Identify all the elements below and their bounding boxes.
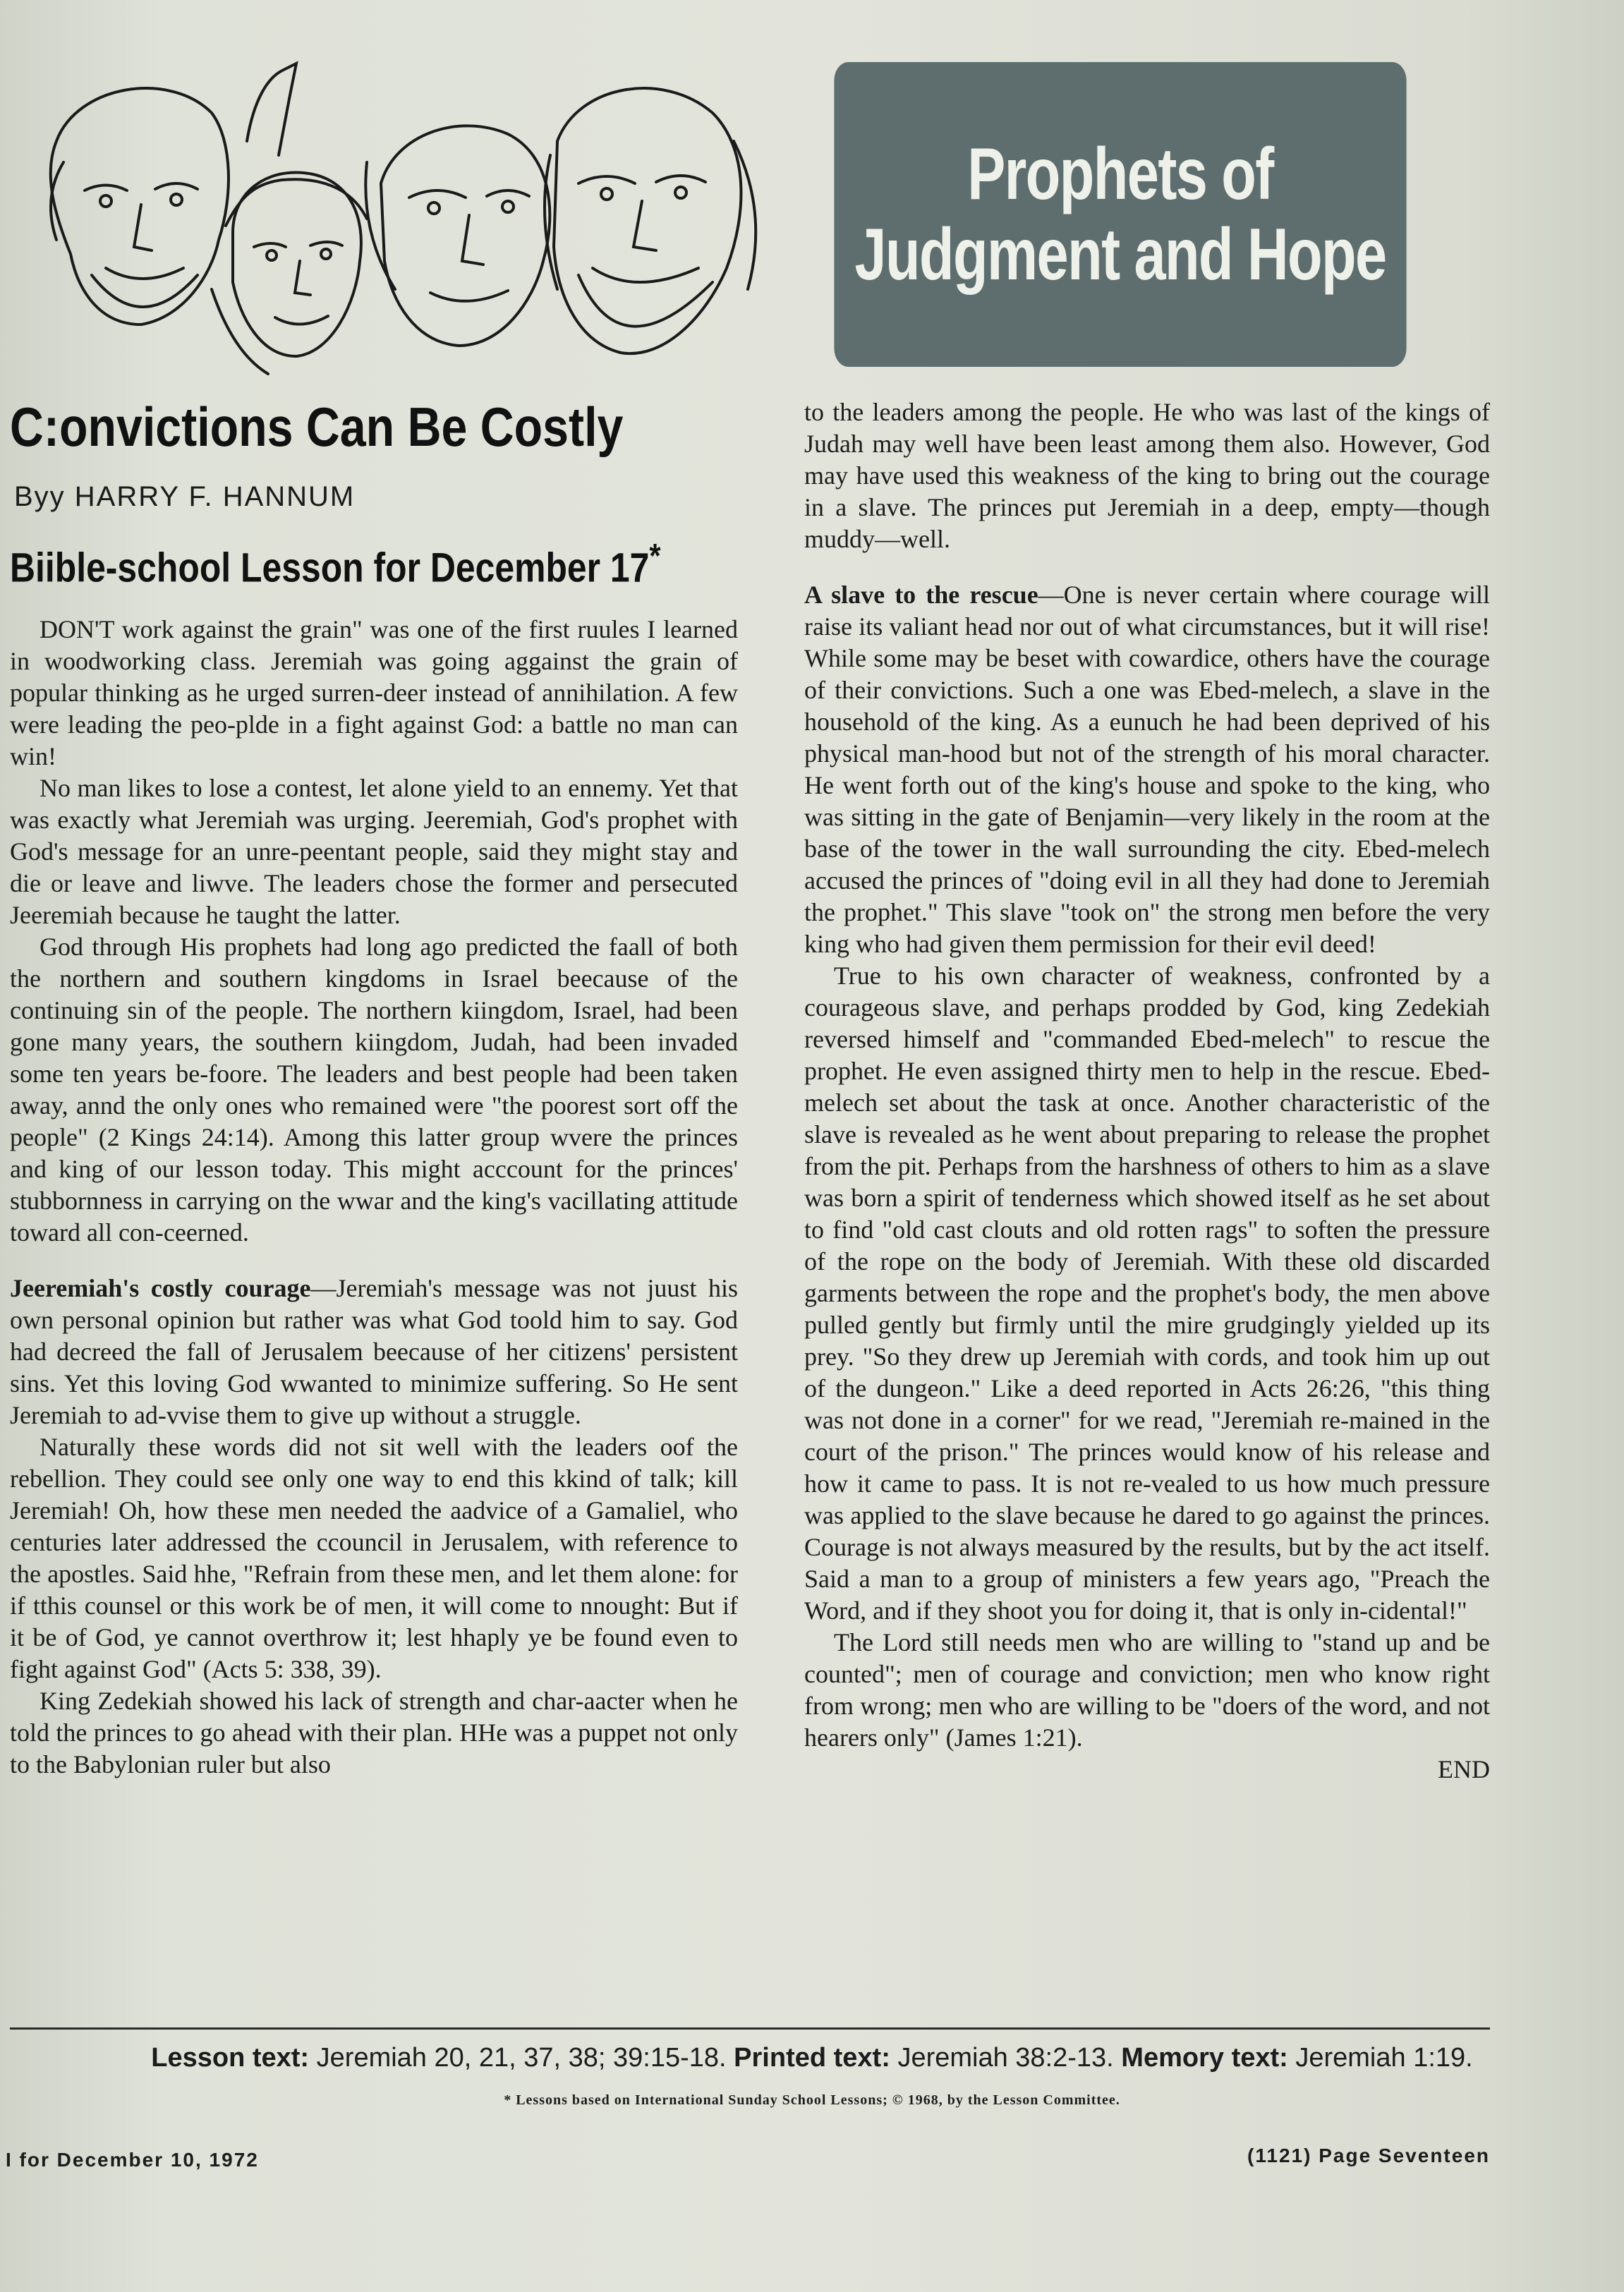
divider-rule — [10, 2027, 1490, 2030]
series-banner — [834, 62, 1406, 367]
end-mark: END — [1438, 1755, 1490, 1783]
right-column — [804, 396, 1490, 1785]
byline: Byy HARRY F. HANNUM — [14, 481, 356, 512]
section-paragraph — [10, 1273, 738, 1431]
banner-line-1: Prophets of — [967, 133, 1273, 215]
copyright-footnote: * Lessons based on International Sunday School Lessons; © 1968, by the Lesson Committee. — [504, 2092, 1120, 2108]
issue-date: I for December 10, 1972 — [6, 2149, 259, 2171]
paragraph: to the leaders among the people. He who was last of the kings of Judah may well have been least among them also. However, God may have used this weakness of the king to bring out the courage in a slave. The princes put Jeremiah in a deep, empty—though muddy—well. — [804, 398, 1490, 553]
paragraph: The Lord still needs men who are willing to "stand up and be counted"; men of courage and conviction; men who know right from wrong; men who are willing to be "doers of the word, and not hearers only" (James 1:21). — [804, 1628, 1490, 1752]
paragraph: Naturally these words did not sit well with the leaders oof the rebellion. They could see only one way to end this kkind of talk; kill Jeremiah! Oh, how these men needed the aadvice of a Gamaliel, who centuries later addressed the ccouncil in Jerusalem, with reference to the apostles. Said hhe, "Refrain from these men, and let them alone: for if tthis counsel or this work be of men, it will come to nnought: But if it be of God, ye cannot overthrow it; lest hhaply ye be found even to fight against God" (Acts 5: 338, 39). — [10, 1433, 738, 1683]
prophets-illustration — [0, 56, 783, 381]
left-column — [10, 614, 738, 1781]
printed-text-label: Printed text: — [734, 2043, 890, 2073]
paragraph: No man likes to lose a contest, let alone yield to an ennemy. Yet that was exactly what Jeremiah was urging. Jeeremiah, God's prophet with God's message for an unre-peentant people, said they might stay and die or leave and liwve. The leaders chose the former and persecuted Jeeremiah because he taught the latter. — [10, 774, 738, 929]
paragraph-text: —Jeremiah's message was not juust his own personal opinion but rather was what God toold him to say. God had decreed the fall of Jerusalem beecause of her citizens' persistent sins. Yet this loving God wwanted to minimize suffering. So He sent Jeremiah to ad-vvise them to give up without a struggle. — [10, 1274, 738, 1429]
face-left — [51, 88, 229, 325]
section-paragraph — [804, 579, 1490, 960]
memory-text-label: Memory text: — [1121, 2043, 1288, 2073]
paragraph: True to his own character of weakness, confronted by a courageous slave, and perhaps prodded by God, king Zedekiah reversed himself and "commanded Ebed-melech" to rescue the prophet. He even assigned thirty men to help in the rescue. Ebed-melech set about the task at once. Another characteristic of the slave is revealed as he went about preparing to release the prophet from the pit. Perhaps from the harshness of others to him as a slave was born a spirit of tenderness which showed itself as he set about to find "old cast clouts and old rotten rags" to soften the pressure of the rope on the body of Jeremiah. With these old discarded garments between the rope and the prophet's body, the men above pulled gently but firmly until the mire grudgingly yielded up its prey. "So they drew up Jeremiah with cords, and took him up out of the dungeon." Like a deed reported in Acts 26:26, "this thing was not done in a corner" for we read, "Jeremiah re-mained in the court of the prison." The princes would know of his release and how it came to pass. It is not re-vealed to us how much pressure was applied to the slave because he dared to go against the princes. Courage is not always measured by the results, but by the act itself. Said a man to a group of ministers a few years ago, "Preach the Word, and if they shoot you for doing it, that is only in-cidental!" — [804, 962, 1490, 1625]
lesson-heading — [10, 537, 661, 591]
subheading: A slave to the rescue — [804, 581, 1038, 609]
printed-text-value: Jeremiah 38:2-13. — [897, 2043, 1114, 2073]
lesson-text-label: Lesson text: — [151, 2043, 310, 2073]
paragraph: King Zedekiah showed his lack of strength and char-aacter when he told the princes to go ahead with their plan. HHe was a puppet not only to the Babylonian ruler but also — [10, 1687, 738, 1778]
banner-line-2: Judgment and Hope — [854, 214, 1386, 296]
paragraph-text: —One is never certain where courage will raise its valiant head nor out of what circumstances, but it will rise! While some may be beset with cowardice, others have the courage of their convictions. Such a one was Ebed-melech, a slave in the household of the king. As a eunuch he had been deprived of his physical man-hood but not of the strength of his moral character. He went forth out of the king's house and spoke to the king, who was sitting in the gate of Benjamin—very likely in the room at the base of the tower in the wall surrounding the city. Ebed-melech accused the princes of "doing evil in all they had done to Jeremiah the prophet." This slave "took on" the strong men before the very king who had given them permission for their evil deed! — [804, 581, 1490, 958]
face-third — [365, 126, 550, 346]
face-woman — [212, 63, 367, 374]
face-right-bearded — [545, 88, 756, 353]
memory-text-value: Jeremiah 1:19. — [1295, 2043, 1473, 2073]
paragraph: God through His prophets had long ago predicted the faall of both the northern and southern kingdoms in Israel beecause of the continuing sin of the people. The northern kiingdom, Israel, had been gone many years, the southern kiingdom, Judah, had been invaded some ten years be-foore. The leaders and best people had been taken away, annd the only ones who remained were "the poorest sort off the people" (2 Kings 24:14). Among this latter group wvere the princes and king of our lesson today. This might acccount for the princes' stubbornness in carrying on the wwar and the king's vacillating attitude toward all con-ceerned. — [10, 933, 738, 1247]
lesson-references — [0, 2043, 1624, 2073]
lesson-heading-text: Biible-school Lesson for December 17 — [10, 545, 650, 591]
subheading: Jeeremiah's costly courage — [10, 1274, 311, 1302]
footnote-asterisk: * — [649, 537, 661, 575]
paragraph: DON'T work against the grain" was one of the first ruules I learned in woodworking class. Jeremiah was going aggainst the grain of popular thinking as he urged surren-deer instead of annihilation. A few were leading the peo-plde in a fight against God: a battle no man can win! — [10, 615, 738, 770]
article-title: C:onvictions Can Be Costly — [10, 396, 624, 458]
page-number: (1121) Page Seventeen — [1247, 2145, 1490, 2166]
lesson-text-value: Jeremiah 20, 21, 37, 38; 39:15-18. — [316, 2043, 727, 2073]
